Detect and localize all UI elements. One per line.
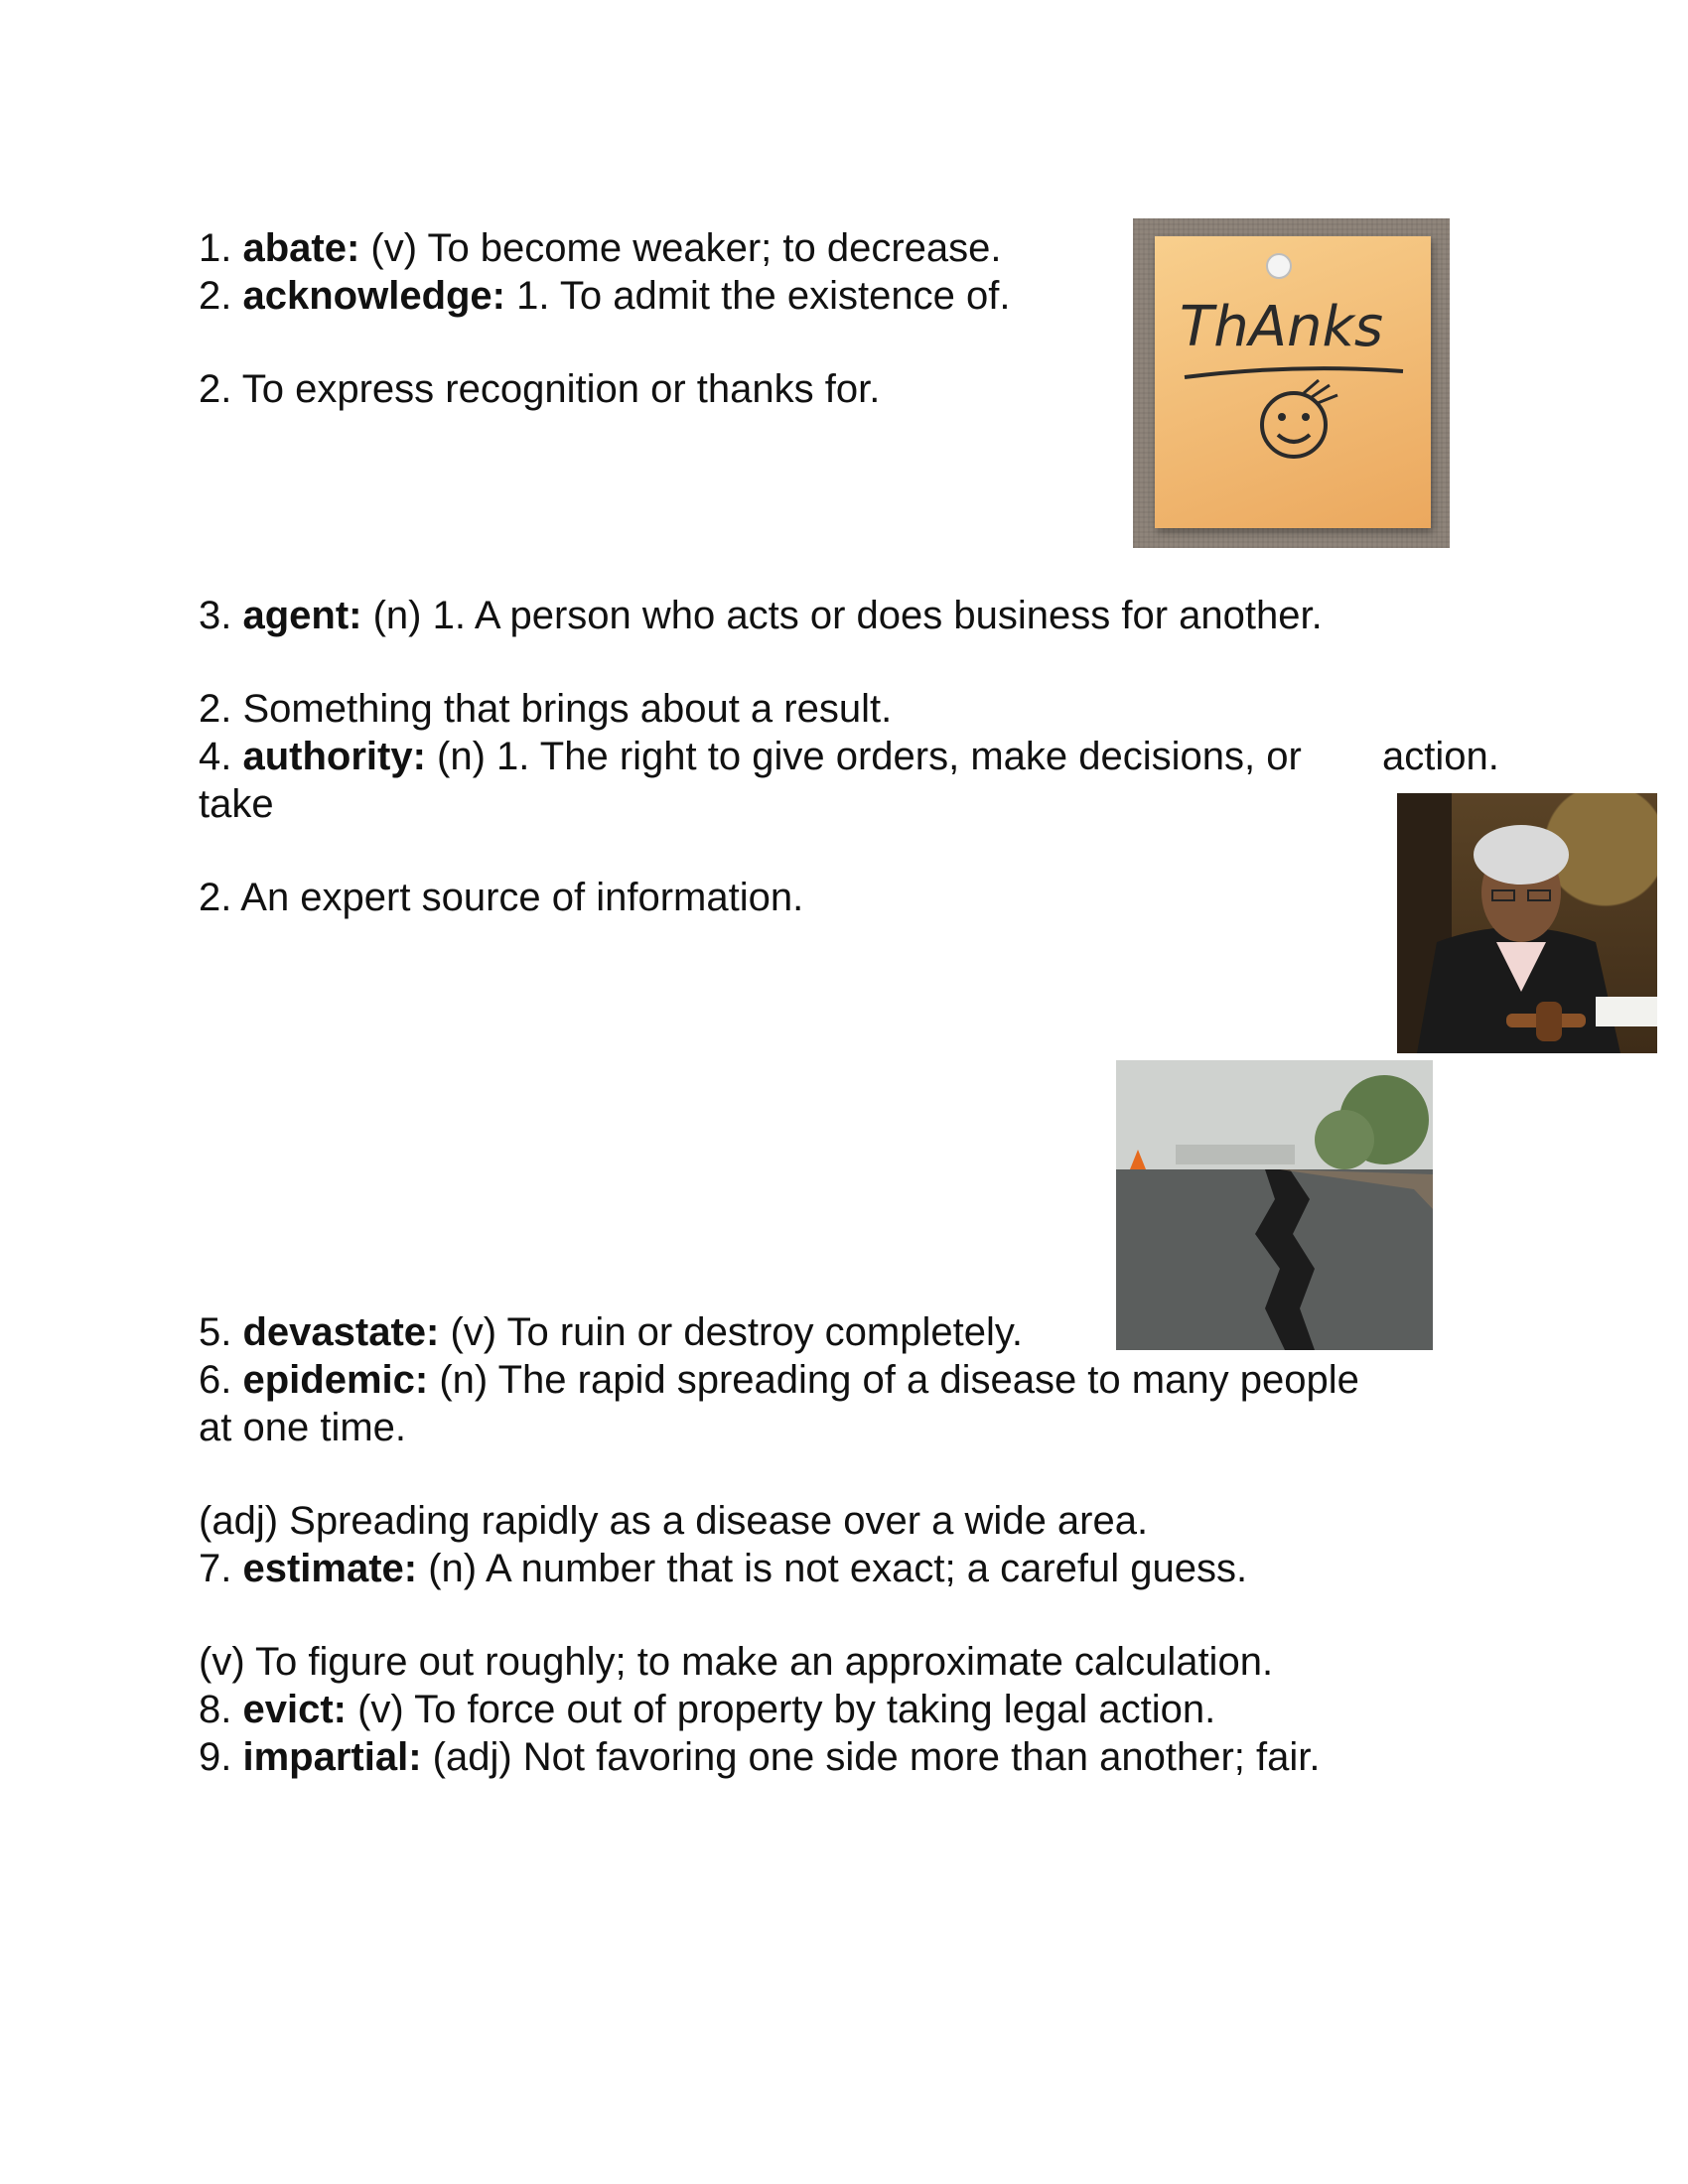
judge-image xyxy=(1397,793,1657,1053)
entry-term: authority: xyxy=(242,735,426,778)
entry-term: abate: xyxy=(242,226,360,270)
entry-definition: take xyxy=(199,782,274,826)
entry-definition: (v) To ruin or destroy completely. xyxy=(439,1310,1023,1354)
entry-agent xyxy=(199,592,1323,639)
entry-term: evict: xyxy=(242,1688,347,1731)
entry-estimate-verb xyxy=(199,1638,1273,1686)
entry-estimate xyxy=(199,1545,1247,1592)
entry-definition: (v) To become weaker; to decrease. xyxy=(359,226,1002,270)
entry-devastate xyxy=(199,1308,1023,1356)
entry-number: 9. xyxy=(199,1735,232,1779)
entry-definition: (n) 1. A person who acts or does business for another. xyxy=(361,594,1323,637)
entry-definition: 2. To express recognition or thanks for. xyxy=(199,367,881,411)
entry-epidemic-adj xyxy=(199,1497,1148,1545)
entry-epidemic-wrap xyxy=(199,1404,406,1451)
entry-definition: 2. Something that brings about a result. xyxy=(199,687,893,731)
entry-term: devastate: xyxy=(242,1310,440,1354)
judge-drawing xyxy=(1397,793,1657,1053)
entry-number: 8. xyxy=(199,1688,232,1731)
svg-text:ThAnks: ThAnks xyxy=(1180,295,1384,359)
entry-number: 6. xyxy=(199,1358,232,1402)
thanks-note-image xyxy=(1133,218,1450,548)
entry-definition: (n) The rapid spreading of a disease to many people xyxy=(428,1358,1359,1402)
entry-authority xyxy=(199,733,1302,780)
entry-term: agent: xyxy=(242,594,362,637)
entry-epidemic xyxy=(199,1356,1359,1404)
entry-acknowledge xyxy=(199,272,1010,320)
entry-term: impartial: xyxy=(242,1735,422,1779)
entry-term: epidemic: xyxy=(242,1358,429,1402)
entry-impartial xyxy=(199,1733,1320,1781)
entry-number: 4. xyxy=(199,735,232,778)
cracked-road-drawing xyxy=(1116,1060,1433,1350)
entry-definition: (v) To figure out roughly; to make an approximate calculation. xyxy=(199,1640,1274,1684)
sticky-note xyxy=(1155,236,1431,528)
entry-number: 2. xyxy=(199,274,232,318)
entry-definition: (adj) Not favoring one side more than another; fair. xyxy=(421,1735,1321,1779)
entry-definition: at one time. xyxy=(199,1406,407,1449)
entry-acknowledge-sense-2 xyxy=(199,365,880,413)
entry-authority-wrap xyxy=(199,780,274,828)
entry-abate xyxy=(199,224,1002,272)
earthquake-road-image xyxy=(1116,1060,1433,1350)
entry-term: acknowledge: xyxy=(242,274,505,318)
entry-number: 3. xyxy=(199,594,232,637)
entry-definition: (adj) Spreading rapidly as a disease over a wide area. xyxy=(199,1499,1149,1543)
entry-definition: action. xyxy=(1382,735,1499,778)
entry-evict xyxy=(199,1686,1215,1733)
thanks-drawing xyxy=(1155,236,1431,528)
entry-definition: (v) To force out of property by taking legal action. xyxy=(346,1688,1216,1731)
entry-definition: 1. To admit the existence of. xyxy=(505,274,1011,318)
entry-definition: 2. An expert source of information. xyxy=(199,876,804,919)
entry-agent-sense-2 xyxy=(199,685,892,733)
entry-number: 1. xyxy=(199,226,232,270)
entry-authority-sense-2 xyxy=(199,874,803,921)
entry-term: estimate: xyxy=(242,1547,418,1590)
entry-definition: (n) A number that is not exact; a careful guess. xyxy=(417,1547,1248,1590)
entry-number: 7. xyxy=(199,1547,232,1590)
entry-definition: (n) 1. The right to give orders, make decisions, or xyxy=(425,735,1302,778)
entry-authority-overflow xyxy=(1382,733,1499,780)
entry-number: 5. xyxy=(199,1310,232,1354)
